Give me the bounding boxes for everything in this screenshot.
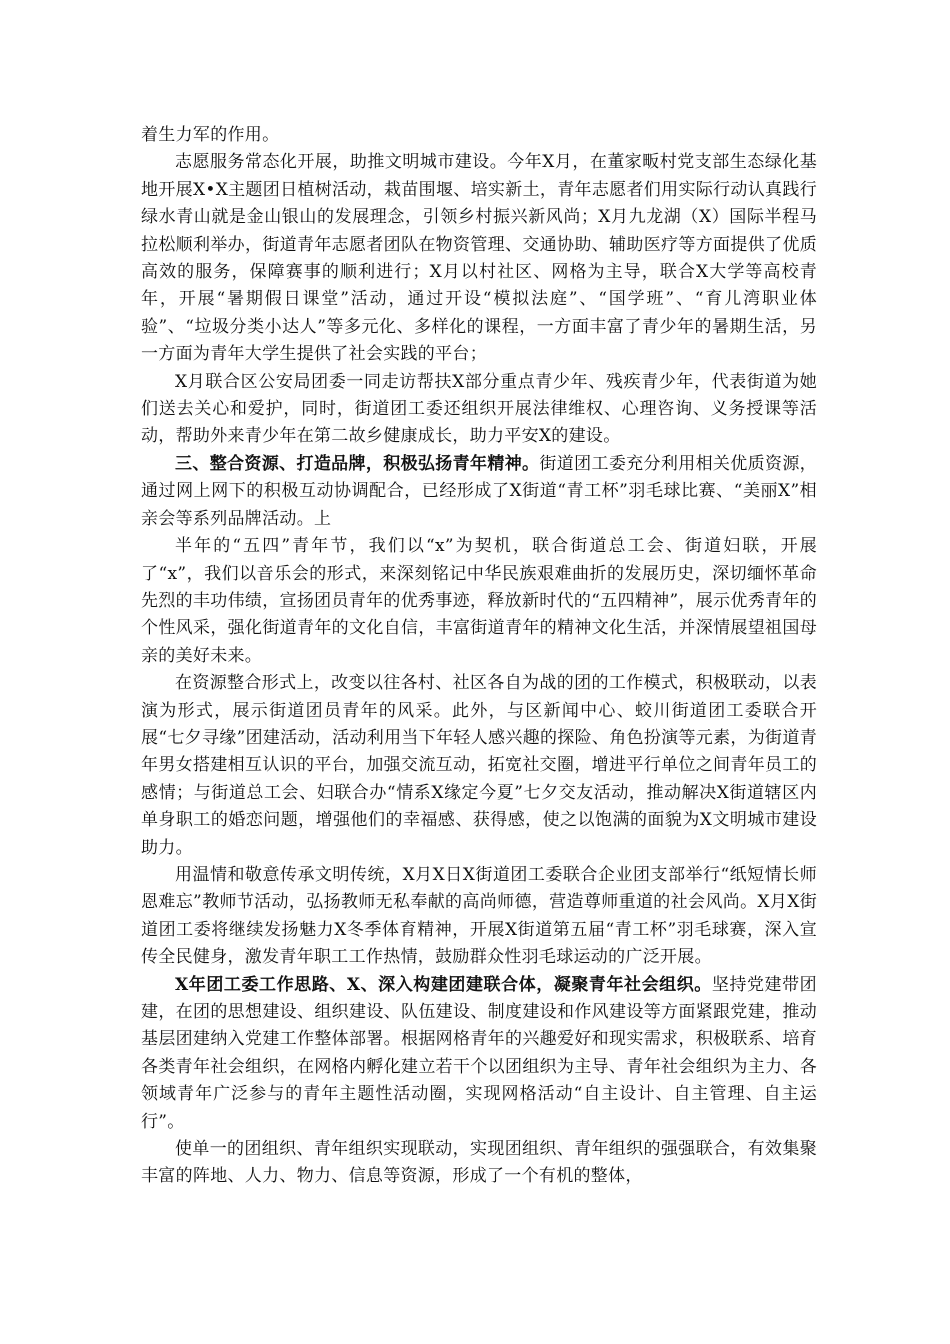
paragraph-2: 志愿服务常态化开展，助推文明城市建设。今年X月，在董家畈村党支部生态绿化基地开展X•X主题团日植树活动，栽苗围堰、培实新土，青年志愿者们用实际行动认真践行绿水青山就是金山银山的发展理念，引领乡村振兴新风尚；X月九龙湖（X）国际半程马拉松顺利举办，街道青年志愿者团队在物资管理、交通协助、辅助医疗等方面提供了优质高效的服务，保障赛事的顺利进行；X月以村社区、网格为主导，联合X大学等高校青年，开展“暑期假日课堂”活动，通过开设“模拟法庭”、“国学班”、“育儿湾职业体验”、“垃圾分类小达人”等多元化、多样化的课程，一方面丰富了青少年的暑期生活，另一方面为青年大学生提供了社会实践的平台； [141, 152, 817, 365]
paragraph-6: 在资源整合形式上，改变以往各村、社区各自为战的团的工作模式，积极联动，以表演为形式，展示街道团员青年的风采。此外，与区新闻中心、蛟川街道团工委联合开展“七夕寻缘”团建活动，活动利用当下年轻人感兴趣的探险、角色扮演等元素，为街道青年男女搭建相互认识的平台，加强交流互动，拓宽社交圈，增进平行单位之间青年员工的感情；与街道总工会、妇联合办“情系X缘定今夏”七夕交友活动，推动解决X街道辖区内单身职工的婚恋问题，增强他们的幸福感、获得感，使之以饱满的面貌为X文明城市建设助力。 [141, 673, 817, 858]
paragraph-1: 着生力军的作用。 [141, 125, 280, 145]
paragraph-7: 用温情和敬意传承文明传统，X月X日X街道团工委联合企业团支部举行“纸短情长师恩难忘”教师节活动，弘扬教师无私奉献的高尚师德，营造尊师重道的社会风尚。X月X街道团工委将继续发扬魅力X冬季体育精神，开展X街道第五届“青工杯”羽毛球赛，深入宣传全民健身，激发青年职工工作热情，鼓励群众性羽毛球运动的广泛开展。 [141, 864, 817, 968]
section-heading-3: 三、整合资源、打造品牌，积极弘扬青年精神。 [175, 453, 540, 474]
section-heading-plan: X年团工委工作思路、X、深入构建团建联合体，凝聚青年社会组织。 [175, 974, 712, 995]
paragraph-4: 三、整合资源、打造品牌，积极弘扬青年精神。街道团工委充分利用相关优质资源，通过网上网下的积极互动协调配合，已经形成了X街道“青工杯”羽毛球比赛、“美丽X”相亲会等系列品牌活动。上 [141, 453, 817, 529]
document-body [141, 122, 817, 1191]
paragraph-9: 使单一的团组织、青年组织实现联动，实现团组织、青年组织的强强联合，有效集聚丰富的阵地、人力、物力、信息等资源，形成了一个有机的整体， [141, 1139, 817, 1187]
paragraph-5: 半年的“五四”青年节，我们以“x”为契机，联合街道总工会、街道妇联，开展了“x”，我们以音乐会的形式，来深刻铭记中华民族艰难曲折的发展历史，深切缅怀革命先烈的丰功伟绩，宣扬团员青年的优秀事迹，释放新时代的“五四精神”，展示优秀青年的个性风采，强化街道青年的文化自信，丰富街道青年的精神文化生活，并深情展望祖国母亲的美好未来。 [141, 536, 817, 666]
paragraph-8: X年团工委工作思路、X、深入构建团建联合体，凝聚青年社会组织。坚持党建带团建，在团的思想建设、组织建设、队伍建设、制度建设和作风建设等方面紧跟党建，推动基层团建纳入党建工作整体部署。根据网格青年的兴趣爱好和现实需求，积极联系、培育各类青年社会组织，在网格内孵化建立若干个以团组织为主导、青年社会组织为主力、各领域青年广泛参与的青年主题性活动圈，实现网格活动“自主设计、自主管理、自主运行”。 [141, 974, 817, 1132]
paragraph-3: X月联合区公安局团委一同走访帮扶X部分重点青少年、残疾青少年，代表街道为她们送去关心和爱护，同时，街道团工委还组织开展法律维权、心理咨询、义务授课等活动，帮助外来青少年在第二故乡健康成长，助力平安X的建设。 [141, 371, 817, 447]
